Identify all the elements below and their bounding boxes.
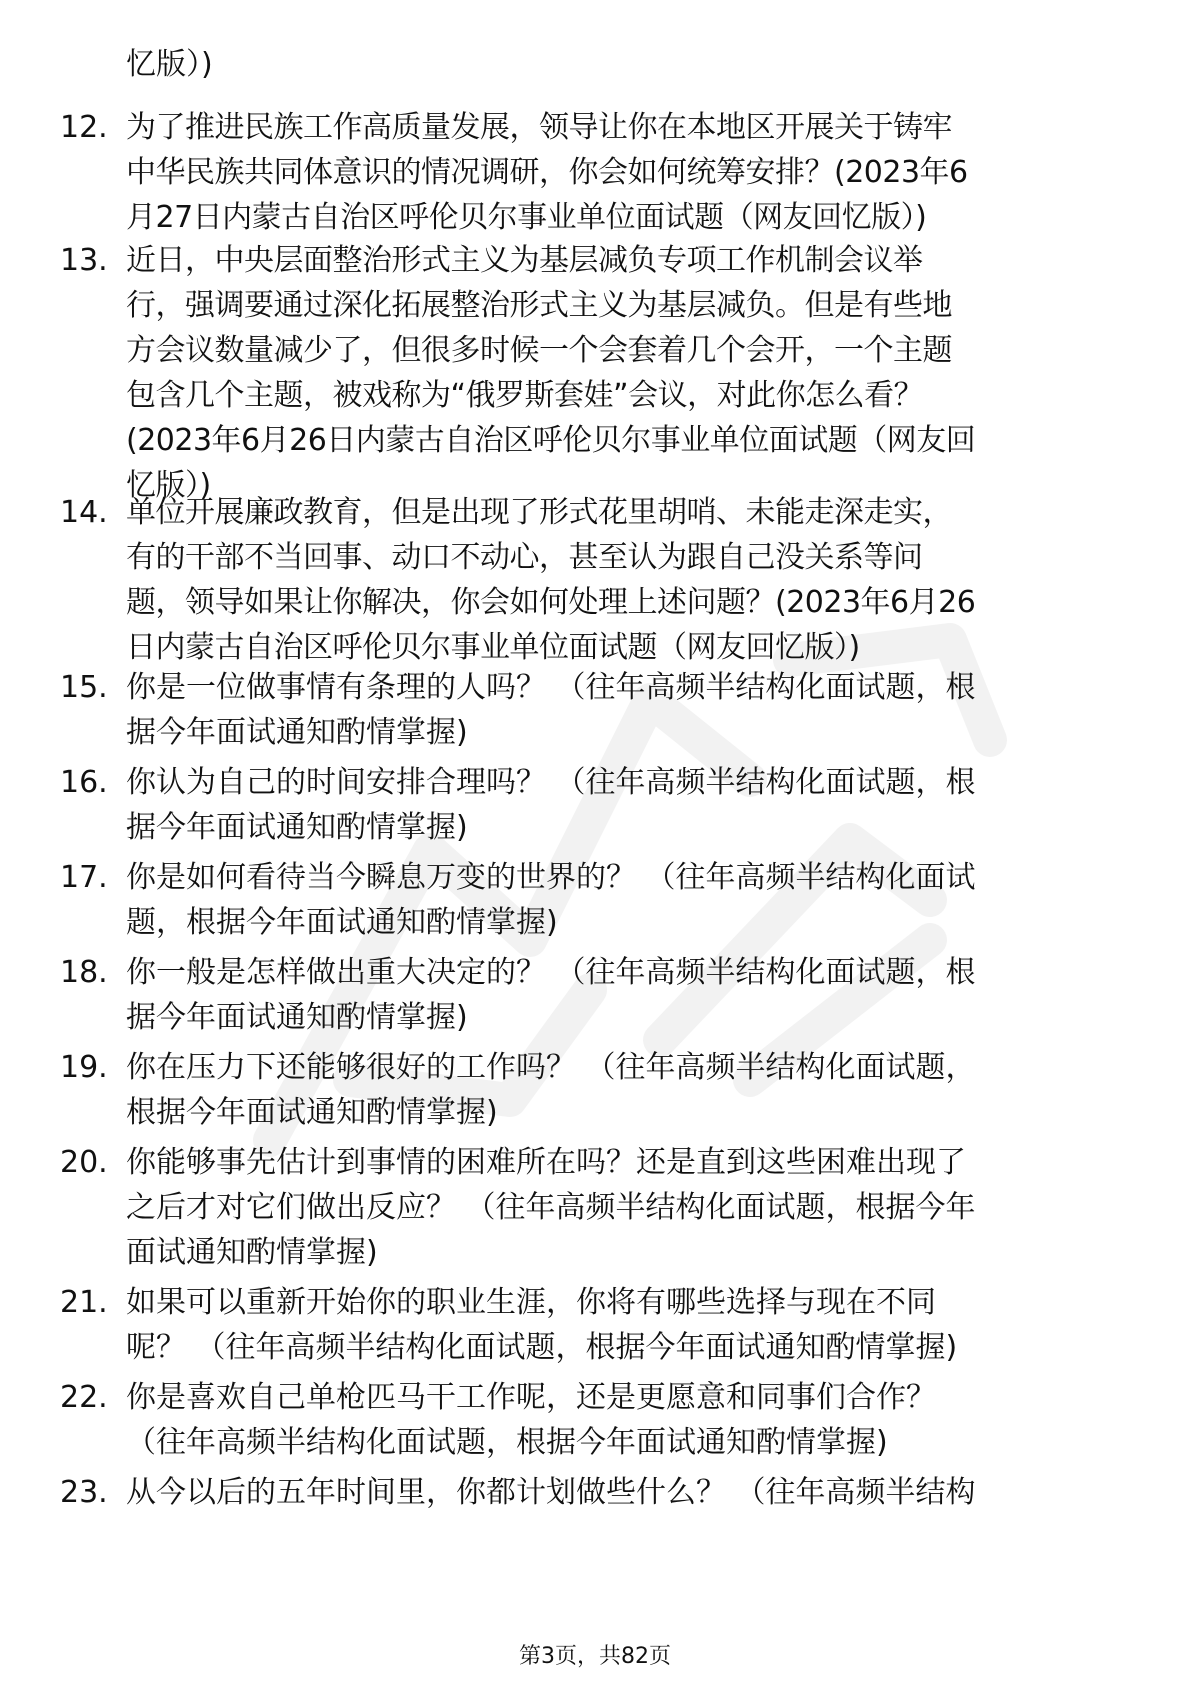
question-number: 16. (60, 765, 108, 800)
question-text: 如果可以重新开始你的职业生涯，你将有哪些选择与现在不同 呢？ （往年高频半结构化面试题，根据今年面试通知酌情掌握) (126, 1285, 958, 1365)
question-text: 从今以后的五年时间里，你都计划做些什么？ （往年高频半结构 (126, 1475, 976, 1510)
question-number: 14. (60, 495, 108, 530)
question-item-15 (60, 665, 1120, 755)
question-text: 你是一位做事情有条理的人吗？ （往年高频半结构化面试题，根 据今年面试通知酌情掌握) (126, 670, 976, 750)
question-item-17 (60, 855, 1120, 945)
question-item-19 (60, 1045, 1120, 1135)
question-number: 21. (60, 1285, 108, 1320)
question-text: 为了推进民族工作高质量发展，领导让你在本地区开展关于铸牢 中华民族共同体意识的情况调研，你会如何统筹安排？(2023年6 月27日内蒙古自治区呼伦贝尔事业单位面试题（网友回忆版）) (126, 110, 968, 235)
question-item-18 (60, 950, 1120, 1040)
question-text: 忆版）) (126, 47, 213, 82)
question-number: 12. (60, 110, 108, 145)
question-number: 17. (60, 860, 108, 895)
question-item-13 (60, 238, 1120, 508)
question-item-14 (60, 490, 1120, 670)
question-item-continued (60, 42, 1120, 87)
question-text: 你认为自己的时间安排合理吗？ （往年高频半结构化面试题，根 据今年面试通知酌情掌握) (126, 765, 976, 845)
question-number: 15. (60, 670, 108, 705)
question-number: 23. (60, 1475, 108, 1510)
question-text: 你是喜欢自己单枪匹马干工作呢，还是更愿意和同事们合作？ （往年高频半结构化面试题，根据今年面试通知酌情掌握) (126, 1380, 936, 1460)
question-item-21 (60, 1280, 1120, 1370)
question-number: 13. (60, 243, 108, 278)
question-item-16 (60, 760, 1120, 850)
page-footer: 第3页，共82页 (519, 1644, 671, 1669)
question-number: 20. (60, 1145, 108, 1180)
question-text: 你是如何看待当今瞬息万变的世界的？ （往年高频半结构化面试 题，根据今年面试通知酌情掌握) (126, 860, 976, 940)
question-text: 你一般是怎样做出重大决定的？ （往年高频半结构化面试题，根 据今年面试通知酌情掌握) (126, 955, 976, 1035)
question-text: 你在压力下还能够很好的工作吗？ （往年高频半结构化面试题， 根据今年面试通知酌情掌握) (126, 1050, 976, 1130)
question-text: 你能够事先估计到事情的困难所在吗？还是直到这些困难出现了 之后才对它们做出反应？ （往年高频半结构化面试题，根据今年 面试通知酌情掌握) (126, 1145, 976, 1270)
question-item-12 (60, 105, 1120, 240)
question-number: 19. (60, 1050, 108, 1085)
question-number: 18. (60, 955, 108, 990)
question-item-23 (60, 1470, 1120, 1515)
question-text: 近日，中央层面整治形式主义为基层减负专项工作机制会议举 行，强调要通过深化拓展整治形式主义为基层减负。但是有些地 方会议数量减少了，但很多时候一个会套着几个会开，一个主题 包含几个主题，被戏称为“俄罗斯套娃”会议，对此你怎么看？ (2023年6月26日内蒙古自治区呼伦贝尔事业单位面试题（网友回 忆版）) (126, 243, 976, 503)
question-item-20 (60, 1140, 1120, 1275)
question-item-22 (60, 1375, 1120, 1465)
question-number: 22. (60, 1380, 108, 1415)
question-text: 单位开展廉政教育，但是出现了形式花里胡哨、未能走深走实， 有的干部不当回事、动口不动心，甚至认为跟自己没关系等问 题，领导如果让你解决，你会如何处理上述问题？(2023年6月26 日内蒙古自治区呼伦贝尔事业单位面试题（网友回忆版）) (126, 495, 976, 665)
